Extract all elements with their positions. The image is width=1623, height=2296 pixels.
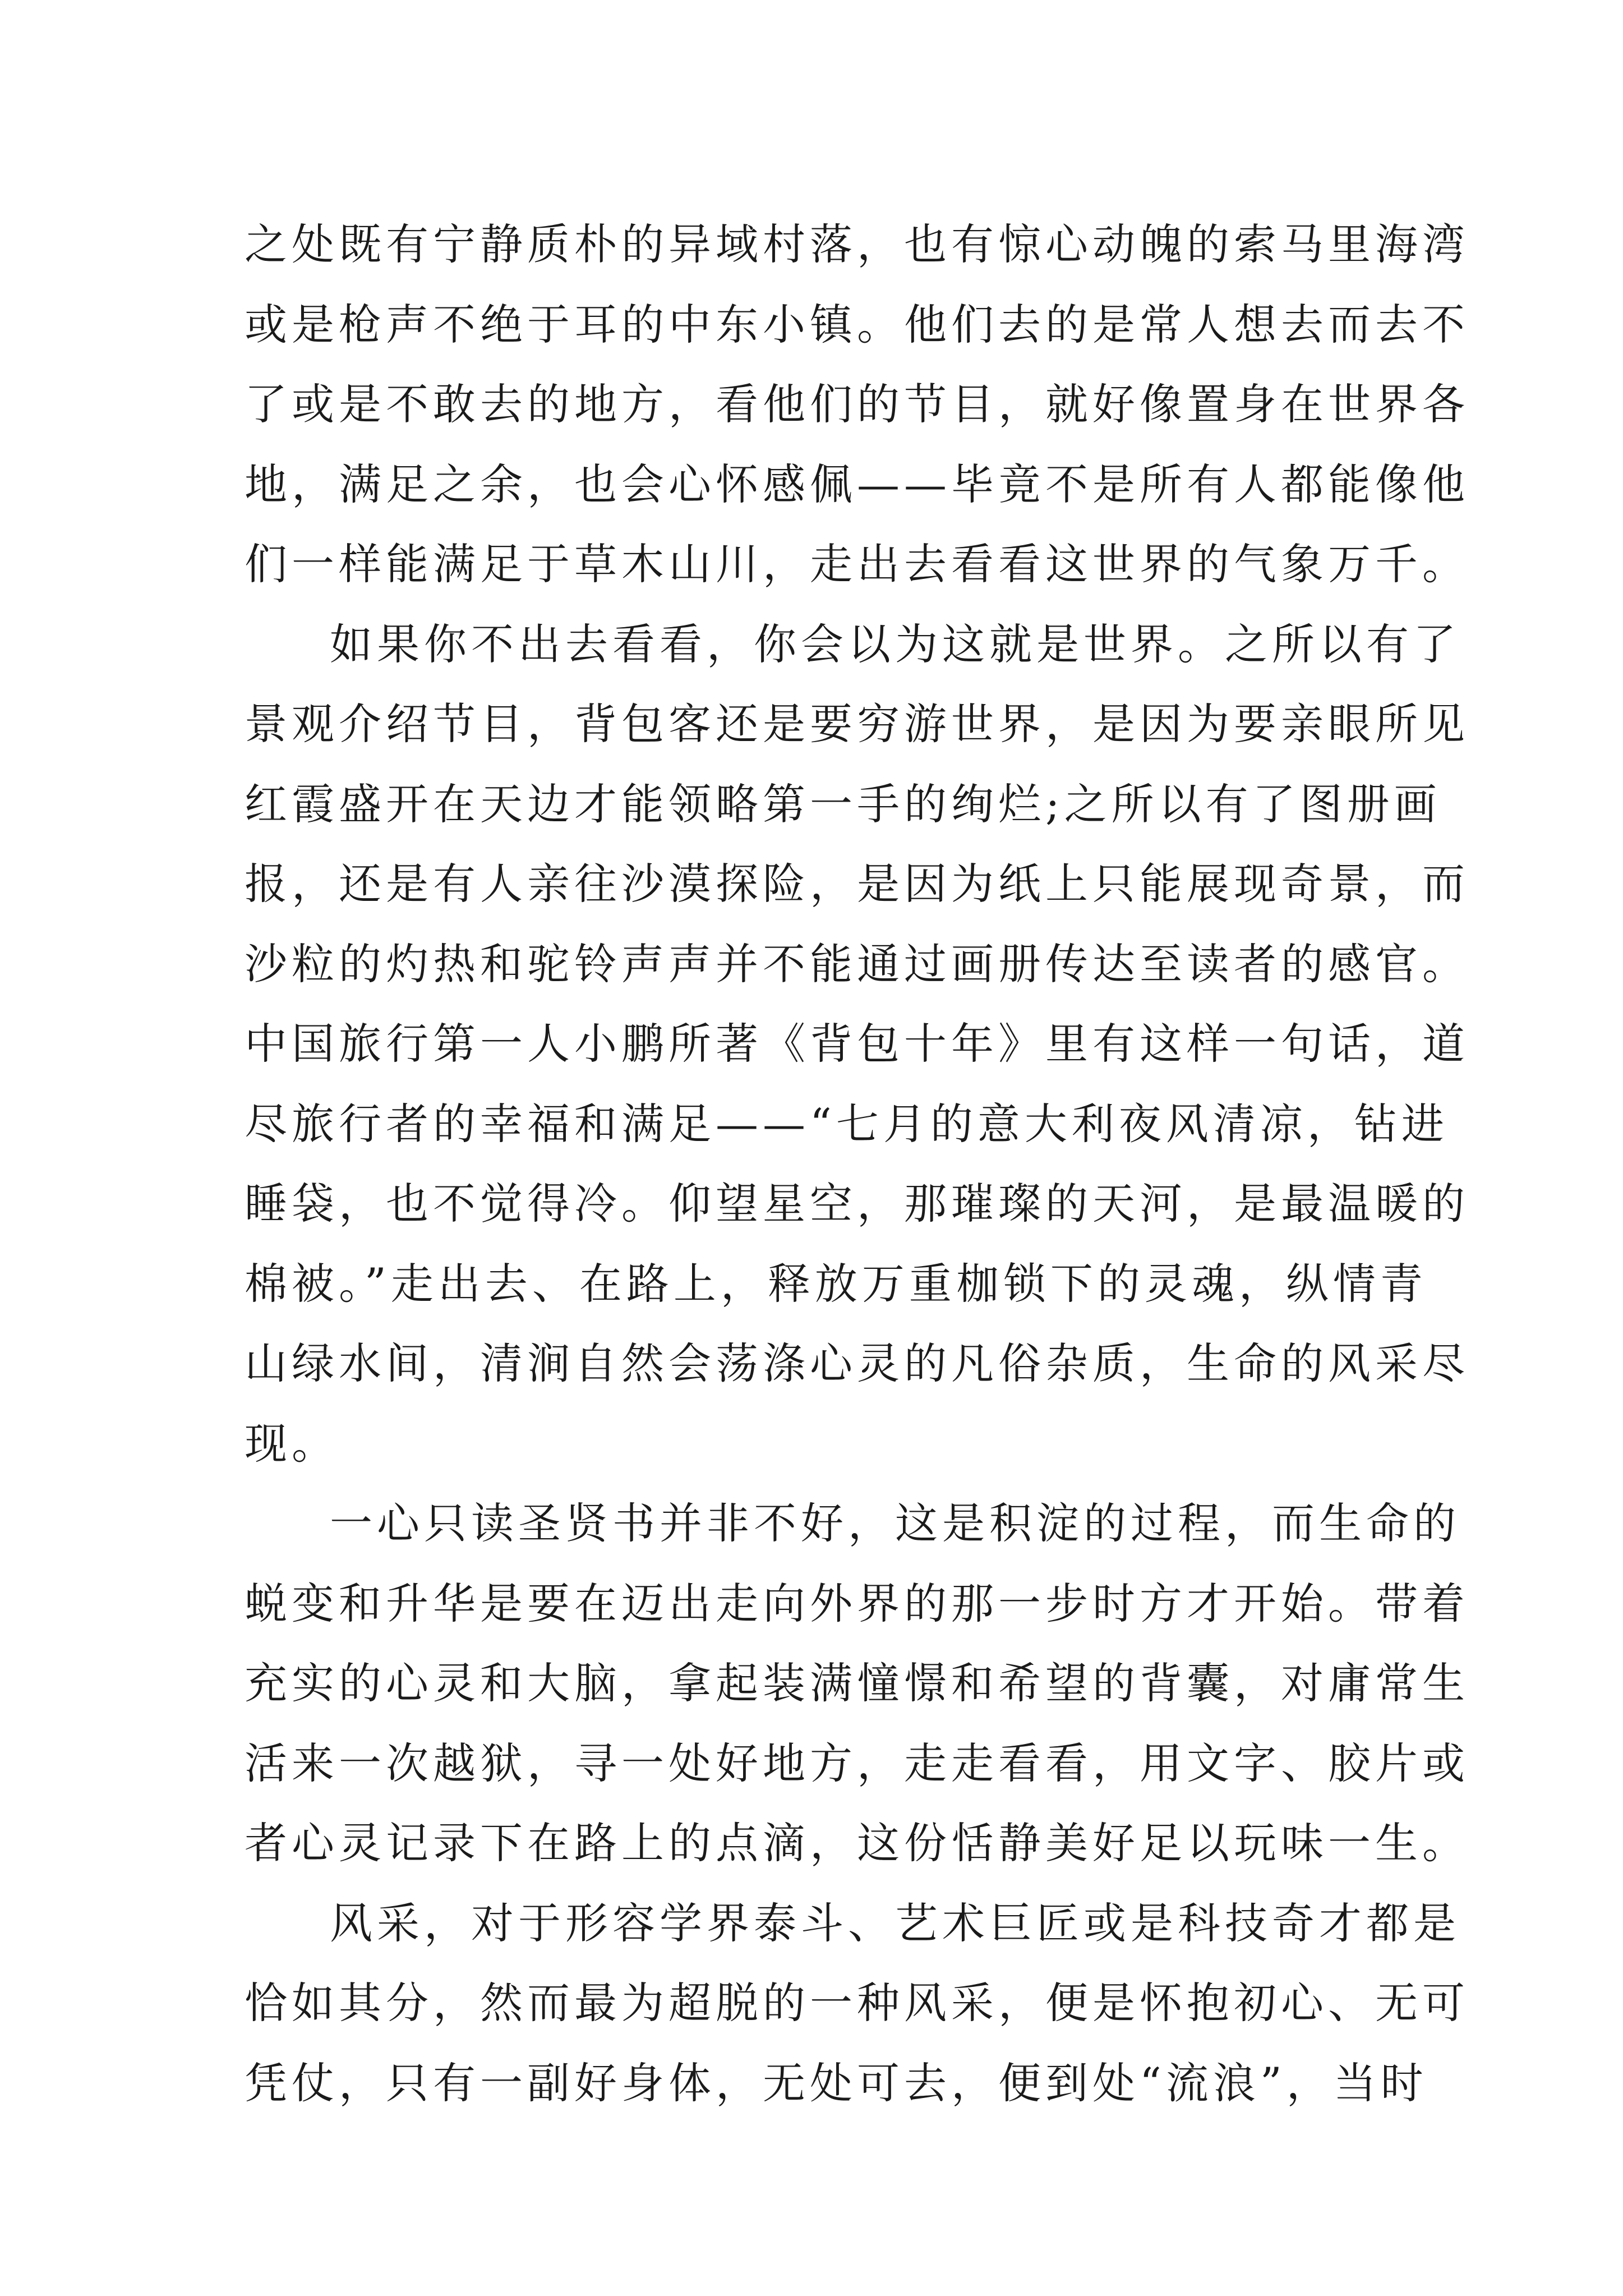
text-line: 了或是不敢去的地方，看他们的节目，就好像置身在世界各 [245,379,1469,429]
text-line: 们一样能满足于草木山川，走出去看看这世界的气象万千。 [245,539,1469,589]
text-line: 沙粒的灼热和驼铃声声并不能通过画册传达至读者的感官。 [245,938,1469,989]
paragraph-first-line: 如果你不出去看看，你会以为这就是世界。之所以有了 [330,619,1460,669]
text-line: 山绿水间，清涧自然会荡涤心灵的凡俗杂质，生命的风采尽 [245,1338,1469,1388]
text-line: 凭仗，只有一副好身体，无处可去，便到处“流浪”，当时 [245,2058,1428,2108]
text-line: 者心灵记录下在路上的点滴，这份恬静美好足以玩味一生。 [245,1818,1469,1868]
text-line: 恰如其分，然而最为超脱的一种风采，便是怀抱初心、无可 [245,1978,1469,2028]
text-line: 红霞盛开在天边才能领略第一手的绚烂;之所以有了图册画 [245,779,1441,829]
text-line: 或是枪声不绝于耳的中东小镇。他们去的是常人想去而去不 [245,299,1469,349]
text-line: 报，还是有人亲往沙漠探险，是因为纸上只能展现奇景，而 [245,859,1469,909]
text-line: 中国旅行第一人小鹏所著《背包十年》里有这样一句话，道 [245,1019,1469,1069]
text-line: 活来一次越狱，寻一处好地方，走走看看，用文字、胶片或 [245,1738,1469,1788]
body-text [245,205,1469,2123]
text-line: 尽旅行者的幸福和满足——“七月的意大利夜风清凉，钻进 [245,1098,1449,1149]
text-line: 现。 [245,1418,339,1469]
text-line: 景观介绍节目，背包客还是要穷游世界，是因为要亲眼所见 [245,699,1469,749]
text-line: 充实的心灵和大脑，拿起装满憧憬和希望的背囊，对庸常生 [245,1658,1469,1708]
text-line: 之处既有宁静质朴的异域村落，也有惊心动魄的索马里海湾 [245,219,1469,269]
text-line: 地，满足之余，也会心怀感佩——毕竟不是所有人都能像他 [245,459,1469,509]
text-line: 睡袋，也不觉得冷。仰望星空，那璀璨的天河，是最温暖的 [245,1179,1469,1228]
paragraph-first-line: 一心只读圣贤书并非不好，这是积淀的过程，而生命的 [330,1498,1460,1548]
paragraph-first-line: 风采，对于形容学界泰斗、艺术巨匠或是科技奇才都是 [330,1898,1460,1948]
text-line: 蜕变和升华是要在迈出走向外界的那一步时方才开始。带着 [245,1578,1469,1628]
text-line: 棉被。”走出去、在路上，释放万重枷锁下的灵魂，纵情青 [245,1258,1427,1309]
